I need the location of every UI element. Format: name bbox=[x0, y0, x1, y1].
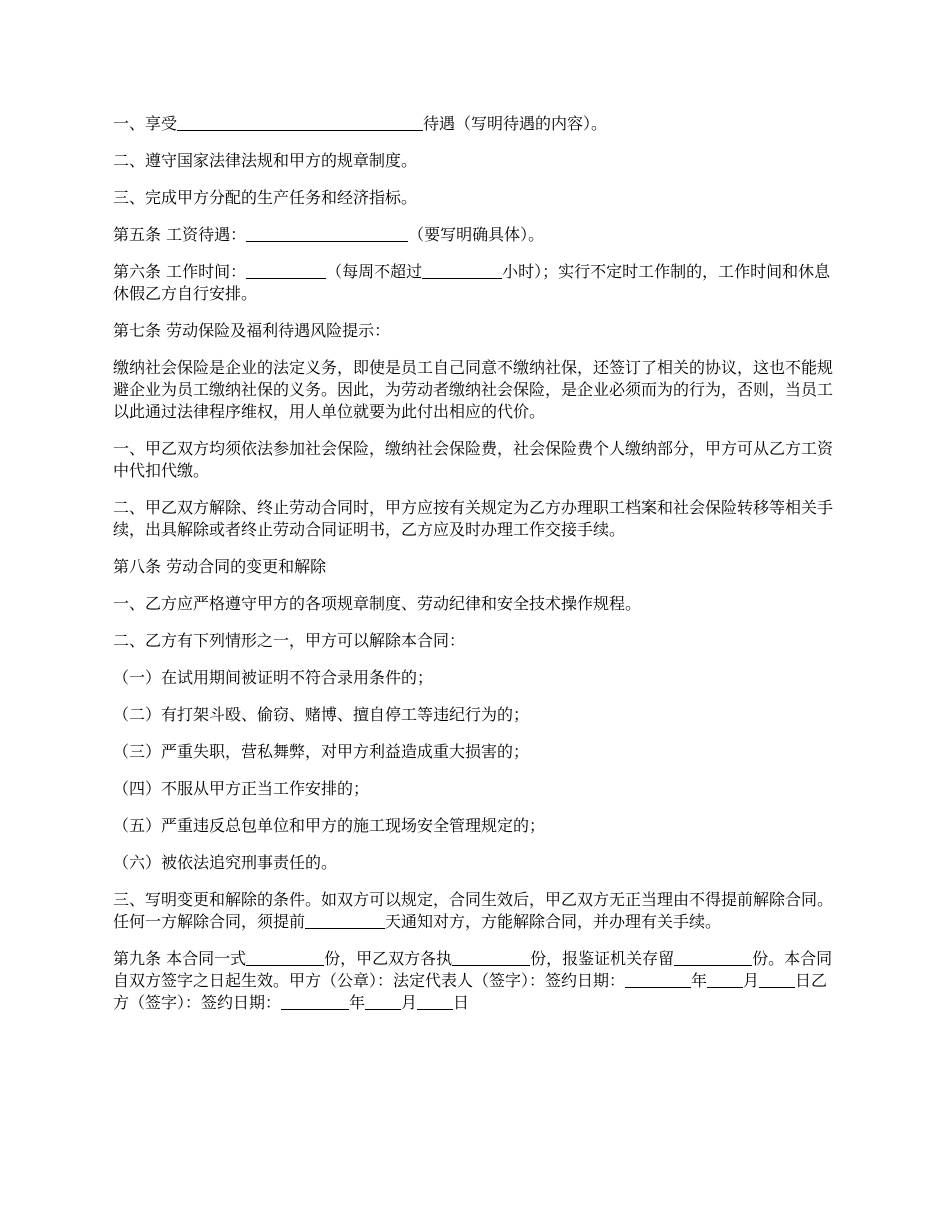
text: 日乙方（签字）：签约日期： bbox=[113, 971, 828, 1012]
condition-3: （三）严重失职，营私舞弊，对甲方利益造成重大损害的； bbox=[113, 742, 530, 761]
contract-page bbox=[113, 113, 841, 1029]
clause-obey-rules: 一、乙方应严格遵守甲方的各项规章制度、劳动纪律和安全技术操作规程。 bbox=[113, 594, 642, 613]
text: （要写明确具体）。 bbox=[408, 225, 545, 244]
text: 年 bbox=[691, 971, 708, 990]
text: 日 bbox=[453, 993, 470, 1012]
clause-termination-conditions: 二、乙方有下列情形之一，甲方可以解除本合同： bbox=[113, 631, 466, 650]
blank-field bbox=[452, 949, 530, 966]
text: 份，报鉴证机关存留 bbox=[530, 949, 675, 968]
text: 一、享受 bbox=[113, 114, 178, 133]
blank-field bbox=[422, 262, 502, 279]
article-5-salary bbox=[113, 224, 841, 246]
text: 天通知对方，方能解除合同，并办理有关手续。 bbox=[385, 912, 722, 931]
clause-social-insurance: 一、甲乙双方均须依法参加社会保险，缴纳社会保险费，社会保险费个人缴纳部分，甲方可从乙方工资中代扣代缴。 bbox=[113, 439, 834, 480]
blank-field bbox=[643, 971, 691, 988]
article-8-title: 第八条 劳动合同的变更和解除 bbox=[113, 557, 327, 576]
blank-field bbox=[246, 262, 326, 279]
clause-enjoy-treatment bbox=[113, 113, 841, 135]
text: 月 bbox=[743, 971, 760, 990]
text: 待遇（写明待遇的内容）。 bbox=[423, 114, 608, 133]
blank-field bbox=[246, 949, 324, 966]
blank-field bbox=[246, 225, 408, 242]
blank-field bbox=[365, 993, 401, 1010]
article-9-signatures bbox=[113, 948, 841, 1014]
social-insurance-note: 缴纳社会保险是企业的法定义务，即使是员工自己同意不缴纳社保，还签订了相关的协议，这也不能规避企业为员工缴纳社保的义务。因此，为劳动者缴纳社会保险，是企业必须而为的行为，否则，当员工以此通过法律程序维权，用人单位就要为此付出相应的代价。 bbox=[113, 358, 834, 421]
condition-1: （一）在试用期间被证明不符合录用条件的； bbox=[113, 668, 434, 687]
text: 份，甲乙双方各执 bbox=[324, 949, 453, 968]
blank-field bbox=[674, 949, 752, 966]
condition-5: （五）严重违反总包单位和甲方的施工现场安全管理规定的； bbox=[113, 816, 546, 835]
text: 月 bbox=[401, 993, 418, 1012]
text: 份。本合同自双方签字之日起生效。甲方（公章）：法定代表人（签字）：签约日期： bbox=[113, 949, 833, 990]
article-6-working-hours bbox=[113, 261, 841, 305]
blank-field bbox=[177, 114, 423, 131]
clause-termination-procedures: 二、甲乙双方解除、终止劳动合同时，甲方应按有关规定为乙方办理职工档案和社会保险转移等相关手续，出具解除或者终止劳动合同证明书，乙方应及时办理工作交接手续。 bbox=[113, 498, 834, 539]
text: 第六条 工作时间： bbox=[113, 262, 247, 281]
condition-2: （二）有打架斗殴、偷窃、赌博、擅自停工等违纪行为的； bbox=[113, 705, 530, 724]
condition-4: （四）不服从甲方正当工作安排的； bbox=[113, 779, 370, 798]
blank-field bbox=[707, 971, 743, 988]
text: 三、写明变更和解除的条件。如双方可以规定，合同生效后，甲乙双方无正当理由不得提前解除合同。任何一方解除合同，须提前 bbox=[113, 890, 834, 931]
blank-field bbox=[305, 912, 385, 929]
text: 小时）；实行不定时工作制的，工作时间和休息休假乙方自行安排。 bbox=[113, 262, 831, 303]
blank-field bbox=[417, 993, 453, 1010]
blank-field bbox=[281, 993, 349, 1010]
text: 第九条 本合同一式 bbox=[113, 949, 247, 968]
clause-obey-laws: 二、遵守国家法律法规和甲方的规章制度。 bbox=[113, 151, 418, 170]
article-7-title: 第七条 劳动保险及福利待遇风险提示： bbox=[113, 321, 391, 340]
blank-field bbox=[759, 971, 795, 988]
blank-field bbox=[625, 971, 643, 988]
condition-6: （六）被依法追究刑事责任的。 bbox=[113, 853, 338, 872]
text: （每周不超过 bbox=[326, 262, 423, 281]
clause-complete-tasks: 三、完成甲方分配的生产任务和经济指标。 bbox=[113, 188, 418, 207]
clause-change-termination bbox=[113, 889, 841, 933]
text: 年 bbox=[349, 993, 366, 1012]
text: 第五条 工资待遇： bbox=[113, 225, 247, 244]
